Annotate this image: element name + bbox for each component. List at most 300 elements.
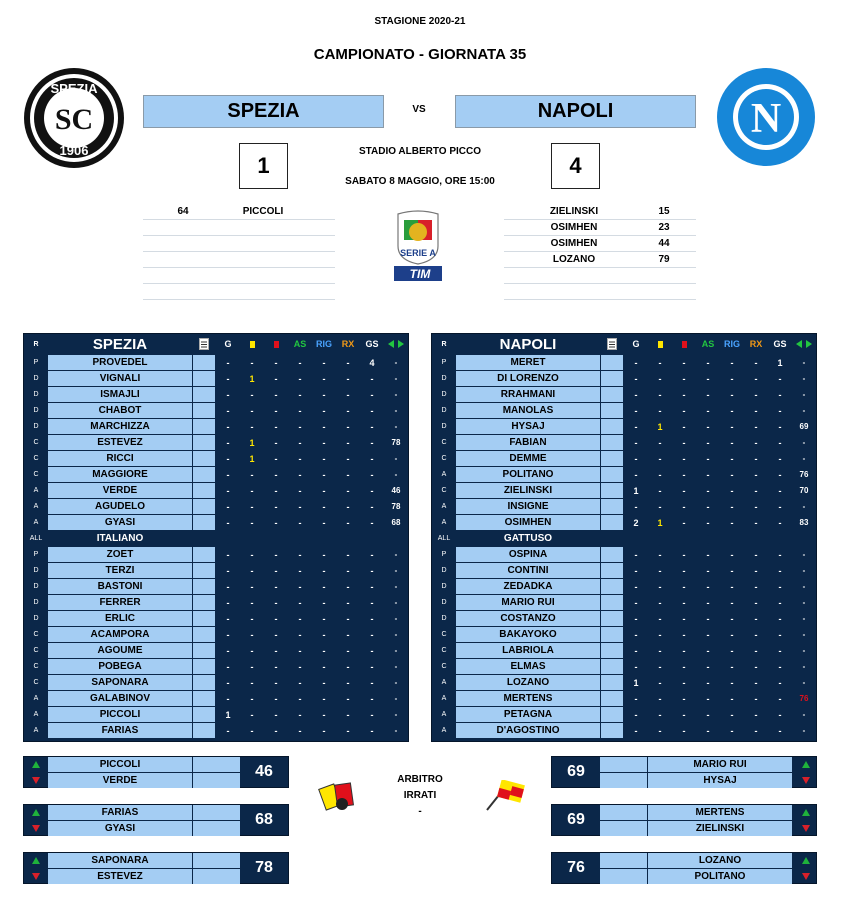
role-cell: D: [441, 583, 447, 590]
stat-cell: -: [346, 709, 350, 720]
player-row[interactable]: [24, 675, 408, 690]
player-report-cell: [601, 627, 623, 642]
sub-in-arrow-icon: [802, 857, 810, 864]
stat-cell: -: [250, 485, 254, 496]
referee-label: ARBITRO: [397, 774, 443, 785]
player-row[interactable]: [24, 435, 408, 450]
report-icon: [600, 334, 624, 354]
stat-cell: -: [706, 629, 710, 640]
stat-cell: -: [634, 437, 638, 448]
stat-cell: -: [298, 661, 302, 672]
stat-cell: -: [802, 438, 806, 447]
stat-cell: -: [634, 357, 638, 368]
player-row[interactable]: [24, 499, 408, 514]
stat-cell: -: [706, 725, 710, 736]
stat-cell: -: [298, 373, 302, 384]
stat-cell: -: [754, 485, 758, 496]
sub-in-arrow-icon: [802, 809, 810, 816]
player-row[interactable]: [432, 547, 816, 562]
stat-cell: -: [394, 662, 398, 671]
sub-out-arrow-icon: [802, 873, 810, 880]
stat-cell: -: [682, 645, 686, 656]
stat-cell: -: [754, 645, 758, 656]
stat-cell: -: [394, 726, 398, 735]
player-row[interactable]: [24, 643, 408, 658]
scorer-row: 64 PICCOLI: [143, 204, 335, 220]
player-row[interactable]: [432, 483, 816, 498]
sub-in-name: PICCOLI: [48, 757, 192, 772]
scorer-row-empty: [143, 284, 335, 300]
stat-cell: -: [658, 613, 662, 624]
stat-cell: -: [274, 693, 278, 704]
player-name: ACAMPORA: [48, 627, 192, 642]
player-row[interactable]: [24, 691, 408, 706]
stat-cell: -: [754, 693, 758, 704]
stat-cell: -: [658, 709, 662, 720]
substitution-icon: [792, 334, 816, 354]
role-cell: A: [441, 519, 447, 526]
header-role: R: [441, 340, 447, 348]
role-cell: P: [441, 359, 447, 366]
stat-cell: -: [250, 565, 254, 576]
stat-cell: 1: [777, 357, 783, 368]
player-name: AGUDELO: [48, 499, 192, 514]
player-row[interactable]: [24, 403, 408, 418]
player-row[interactable]: [432, 659, 816, 674]
stat-cell: -: [298, 517, 302, 528]
stat-cell: -: [706, 421, 710, 432]
role-cell: P: [33, 551, 39, 558]
stat-cell: -: [802, 454, 806, 463]
stat-cell: -: [730, 485, 734, 496]
role-cell: A: [441, 727, 447, 734]
player-row[interactable]: [24, 547, 408, 562]
stat-cell: -: [250, 709, 254, 720]
player-row[interactable]: [24, 371, 408, 386]
player-report-cell: [601, 451, 623, 466]
stat-cell: -: [346, 469, 350, 480]
player-row[interactable]: [432, 691, 816, 706]
player-row[interactable]: [432, 387, 816, 402]
player-name: FABIAN: [456, 435, 600, 450]
stat-cell: -: [658, 357, 662, 368]
stat-cell: -: [754, 501, 758, 512]
player-name: D'AGOSTINO: [456, 723, 600, 738]
stat-cell: -: [778, 501, 782, 512]
scorer-row: LOZANO 79: [504, 252, 696, 268]
player-report-cell: [601, 547, 623, 562]
stat-cell: -: [730, 373, 734, 384]
player-name: DEMME: [456, 451, 600, 466]
stat-cell: -: [394, 710, 398, 719]
sub-in-arrow-icon: [802, 761, 810, 768]
stat-cell: -: [706, 405, 710, 416]
player-row[interactable]: [24, 579, 408, 594]
player-row[interactable]: [24, 659, 408, 674]
stat-cell: -: [706, 453, 710, 464]
role-cell: A: [441, 695, 447, 702]
player-report-cell: [601, 595, 623, 610]
match-date: SABATO 8 MAGGIO, ORE 15:00: [345, 176, 495, 187]
stat-cell: -: [322, 373, 326, 384]
header-assists: AS: [293, 339, 307, 349]
role-cell: A: [441, 471, 447, 478]
role-cell: ALL: [29, 535, 43, 542]
sub-out-name: VERDE: [48, 773, 192, 788]
player-report-cell: [601, 419, 623, 434]
stat-cell: -: [346, 405, 350, 416]
serie-a-logo: [388, 210, 448, 289]
stat-cell: -: [682, 629, 686, 640]
stat-cell: -: [682, 421, 686, 432]
stat-cell: 1: [249, 373, 255, 384]
player-row[interactable]: [432, 675, 816, 690]
stat-cell: -: [658, 597, 662, 608]
player-name: ESTEVEZ: [48, 435, 192, 450]
stat-cell: -: [634, 645, 638, 656]
stat-cell: -: [394, 582, 398, 591]
stadium-label: STADIO ALBERTO PICCO: [358, 146, 482, 157]
stat-cell: -: [634, 453, 638, 464]
stat-cell: -: [730, 645, 734, 656]
player-row[interactable]: [432, 435, 816, 450]
player-name: MERTENS: [456, 691, 600, 706]
sub-out-name: POLITANO: [648, 869, 792, 884]
player-name: FARIAS: [48, 723, 192, 738]
player-row[interactable]: [432, 579, 816, 594]
player-row[interactable]: [432, 563, 816, 578]
stat-cell: -: [370, 693, 374, 704]
stat-cell: -: [226, 373, 230, 384]
role-cell: D: [441, 391, 447, 398]
player-row[interactable]: [24, 387, 408, 402]
player-row[interactable]: [432, 707, 816, 722]
sub-out-arrow-icon: [32, 777, 40, 784]
stat-cell: -: [802, 630, 806, 639]
player-row[interactable]: [432, 515, 816, 530]
stat-cell: -: [322, 597, 326, 608]
stat-cell: -: [658, 389, 662, 400]
player-row[interactable]: [432, 723, 816, 738]
stat-cell: -: [274, 581, 278, 592]
player-row[interactable]: [432, 419, 816, 434]
player-row[interactable]: [24, 563, 408, 578]
player-row[interactable]: [24, 451, 408, 466]
stat-cell: -: [802, 662, 806, 671]
player-row[interactable]: [24, 611, 408, 626]
stat-cell: -: [778, 709, 782, 720]
home-table-header: [24, 334, 408, 354]
sub-out-arrow-icon: [802, 777, 810, 784]
stat-cell: -: [658, 453, 662, 464]
player-row[interactable]: [432, 499, 816, 514]
stat-cell: -: [682, 581, 686, 592]
player-report-cell: [601, 435, 623, 450]
player-name: CONTINI: [456, 563, 600, 578]
player-report-cell: [193, 563, 215, 578]
stat-cell: -: [730, 693, 734, 704]
stat-cell: -: [370, 517, 374, 528]
player-name: BAKAYOKO: [456, 627, 600, 642]
player-row[interactable]: [24, 707, 408, 722]
stat-cell: -: [778, 645, 782, 656]
stat-cell: -: [274, 389, 278, 400]
stat-cell: -: [706, 469, 710, 480]
role-cell: A: [33, 695, 39, 702]
stat-cell: -: [394, 614, 398, 623]
stat-cell: -: [322, 613, 326, 624]
stat-cell: -: [658, 373, 662, 384]
stat-cell: -: [754, 357, 758, 368]
stat-cell: -: [754, 629, 758, 640]
stat-cell: -: [730, 629, 734, 640]
coach-row[interactable]: [24, 531, 408, 546]
stat-cell: -: [658, 437, 662, 448]
stat-cell: -: [778, 661, 782, 672]
stat-cell: -: [322, 421, 326, 432]
stat-cell: -: [346, 725, 350, 736]
stat-cell: 46: [391, 486, 401, 495]
stat-cell: -: [322, 437, 326, 448]
player-row[interactable]: [432, 643, 816, 658]
sub-out-arrow-icon: [802, 825, 810, 832]
stat-cell: -: [730, 469, 734, 480]
header-rx: RX: [749, 339, 763, 349]
stat-cell: -: [802, 582, 806, 591]
player-row[interactable]: [432, 371, 816, 386]
stat-cell: 4: [369, 357, 375, 368]
stat-cell: -: [274, 485, 278, 496]
player-report-cell: [193, 595, 215, 610]
scorer-row-empty: [143, 268, 335, 284]
stat-cell: -: [322, 501, 326, 512]
player-name: INSIGNE: [456, 499, 600, 514]
player-row[interactable]: [432, 355, 816, 370]
stat-cell: -: [346, 629, 350, 640]
role-cell: D: [33, 375, 39, 382]
player-row[interactable]: [24, 723, 408, 738]
stat-cell: -: [682, 469, 686, 480]
stat-cell: -: [658, 581, 662, 592]
stat-cell: -: [370, 549, 374, 560]
home-player-table: [23, 333, 409, 742]
stat-cell: 70: [799, 486, 809, 495]
role-cell: D: [441, 567, 447, 574]
player-row[interactable]: [24, 419, 408, 434]
scorer-row-empty: [504, 268, 696, 284]
stat-cell: -: [394, 406, 398, 415]
stat-cell: -: [322, 581, 326, 592]
role-cell: D: [33, 567, 39, 574]
player-report-cell: [193, 691, 215, 706]
stat-cell: -: [682, 709, 686, 720]
player-report-cell: [193, 355, 215, 370]
stat-cell: -: [802, 406, 806, 415]
role-cell: D: [33, 423, 39, 430]
stat-cell: -: [682, 517, 686, 528]
player-name: VIGNALI: [48, 371, 192, 386]
stat-cell: -: [250, 677, 254, 688]
stat-cell: -: [250, 645, 254, 656]
role-cell: A: [441, 711, 447, 718]
stat-cell: -: [730, 661, 734, 672]
role-cell: D: [441, 615, 447, 622]
stat-cell: -: [706, 517, 710, 528]
stat-cell: -: [802, 502, 806, 511]
red-card-icon: [672, 334, 696, 354]
season-label: STAGIONE 2020-21: [374, 16, 466, 27]
stat-cell: -: [250, 357, 254, 368]
stat-cell: -: [634, 661, 638, 672]
player-name: GYASI: [48, 515, 192, 530]
stat-cell: -: [370, 437, 374, 448]
stat-cell: -: [274, 677, 278, 688]
stat-cell: -: [778, 405, 782, 416]
stat-cell: -: [706, 389, 710, 400]
stat-cell: -: [370, 645, 374, 656]
stat-cell: -: [250, 517, 254, 528]
stat-cell: -: [226, 357, 230, 368]
stat-cell: -: [394, 470, 398, 479]
stat-cell: -: [274, 725, 278, 736]
player-row[interactable]: [432, 627, 816, 642]
player-name: ISMAJLI: [48, 387, 192, 402]
player-name: VERDE: [48, 483, 192, 498]
sub-extra-cell: [600, 821, 648, 836]
player-name: ZEDADKA: [456, 579, 600, 594]
stat-cell: -: [658, 565, 662, 576]
stat-cell: -: [706, 693, 710, 704]
player-row[interactable]: [432, 403, 816, 418]
substitution-box: [551, 804, 817, 836]
stat-cell: -: [754, 453, 758, 464]
stat-cell: -: [802, 646, 806, 655]
stat-cell: -: [322, 661, 326, 672]
home-score: 1: [239, 143, 288, 189]
player-report-cell: [193, 483, 215, 498]
away-player-table: [431, 333, 817, 742]
stat-cell: -: [226, 469, 230, 480]
stat-cell: -: [682, 661, 686, 672]
role-cell: D: [441, 407, 447, 414]
stat-cell: -: [682, 405, 686, 416]
role-cell: C: [33, 439, 39, 446]
stat-cell: -: [298, 389, 302, 400]
stat-cell: 1: [657, 517, 663, 528]
stat-cell: -: [706, 549, 710, 560]
stat-cell: -: [226, 661, 230, 672]
stat-cell: -: [274, 549, 278, 560]
player-row[interactable]: [24, 515, 408, 530]
stat-cell: -: [226, 693, 230, 704]
stat-cell: -: [778, 389, 782, 400]
stat-cell: -: [730, 453, 734, 464]
red-card-icon: [264, 334, 288, 354]
substitution-box: [551, 756, 817, 788]
role-cell: P: [33, 359, 39, 366]
player-name: TERZI: [48, 563, 192, 578]
stat-cell: -: [274, 629, 278, 640]
player-row[interactable]: [432, 611, 816, 626]
header-goals-saved: GS: [773, 339, 787, 349]
sub-in-arrow-icon: [32, 761, 40, 768]
substitution-box: [23, 852, 289, 884]
stat-cell: -: [658, 645, 662, 656]
player-report-cell: [193, 499, 215, 514]
stat-cell: -: [346, 373, 350, 384]
player-name: RRAHMANI: [456, 387, 600, 402]
player-row[interactable]: [24, 595, 408, 610]
player-row[interactable]: [24, 467, 408, 482]
player-report-cell: [193, 371, 215, 386]
coach-row[interactable]: [432, 531, 816, 546]
stat-cell: -: [730, 405, 734, 416]
stat-cell: 78: [391, 438, 401, 447]
role-cell: C: [441, 455, 447, 462]
stat-cell: -: [802, 614, 806, 623]
stat-cell: -: [346, 485, 350, 496]
role-cell: D: [441, 423, 447, 430]
player-report-cell: [193, 547, 215, 562]
stat-cell: -: [370, 485, 374, 496]
scorer-row: OSIMHEN 23: [504, 220, 696, 236]
stat-cell: -: [634, 709, 638, 720]
stat-cell: -: [706, 709, 710, 720]
player-row[interactable]: [24, 355, 408, 370]
player-row[interactable]: [24, 483, 408, 498]
stat-cell: -: [730, 437, 734, 448]
player-row[interactable]: [432, 467, 816, 482]
header-team-name: SPEZIA: [92, 335, 148, 353]
stat-cell: -: [754, 421, 758, 432]
stat-cell: -: [730, 357, 734, 368]
role-cell: C: [33, 647, 39, 654]
role-cell: C: [33, 455, 39, 462]
player-row[interactable]: [432, 451, 816, 466]
sub-in-name: MARIO RUI: [648, 757, 792, 772]
stat-cell: -: [778, 565, 782, 576]
stat-cell: 1: [249, 453, 255, 464]
substitution-box: [551, 852, 817, 884]
stat-cell: -: [298, 725, 302, 736]
stat-cell: -: [370, 405, 374, 416]
stat-cell: -: [298, 357, 302, 368]
stat-cell: -: [298, 437, 302, 448]
player-report-cell: [193, 515, 215, 530]
player-row[interactable]: [432, 595, 816, 610]
stat-cell: -: [754, 469, 758, 480]
header-goals-saved: GS: [365, 339, 379, 349]
stat-cell: -: [226, 629, 230, 640]
player-report-cell: [193, 451, 215, 466]
player-name: PETAGNA: [456, 707, 600, 722]
stat-cell: -: [754, 661, 758, 672]
sub-in-name: MERTENS: [648, 805, 792, 820]
stat-cell: -: [346, 581, 350, 592]
stat-cell: -: [226, 549, 230, 560]
player-name: DI LORENZO: [456, 371, 600, 386]
sub-in-arrow-icon: [32, 857, 40, 864]
stat-cell: -: [298, 453, 302, 464]
stat-cell: -: [226, 405, 230, 416]
stat-cell: -: [682, 613, 686, 624]
stat-cell: -: [802, 550, 806, 559]
player-row[interactable]: [24, 627, 408, 642]
player-report-cell: [601, 515, 623, 530]
player-name: PROVEDEL: [48, 355, 192, 370]
stat-cell: -: [754, 581, 758, 592]
stat-cell: -: [706, 597, 710, 608]
